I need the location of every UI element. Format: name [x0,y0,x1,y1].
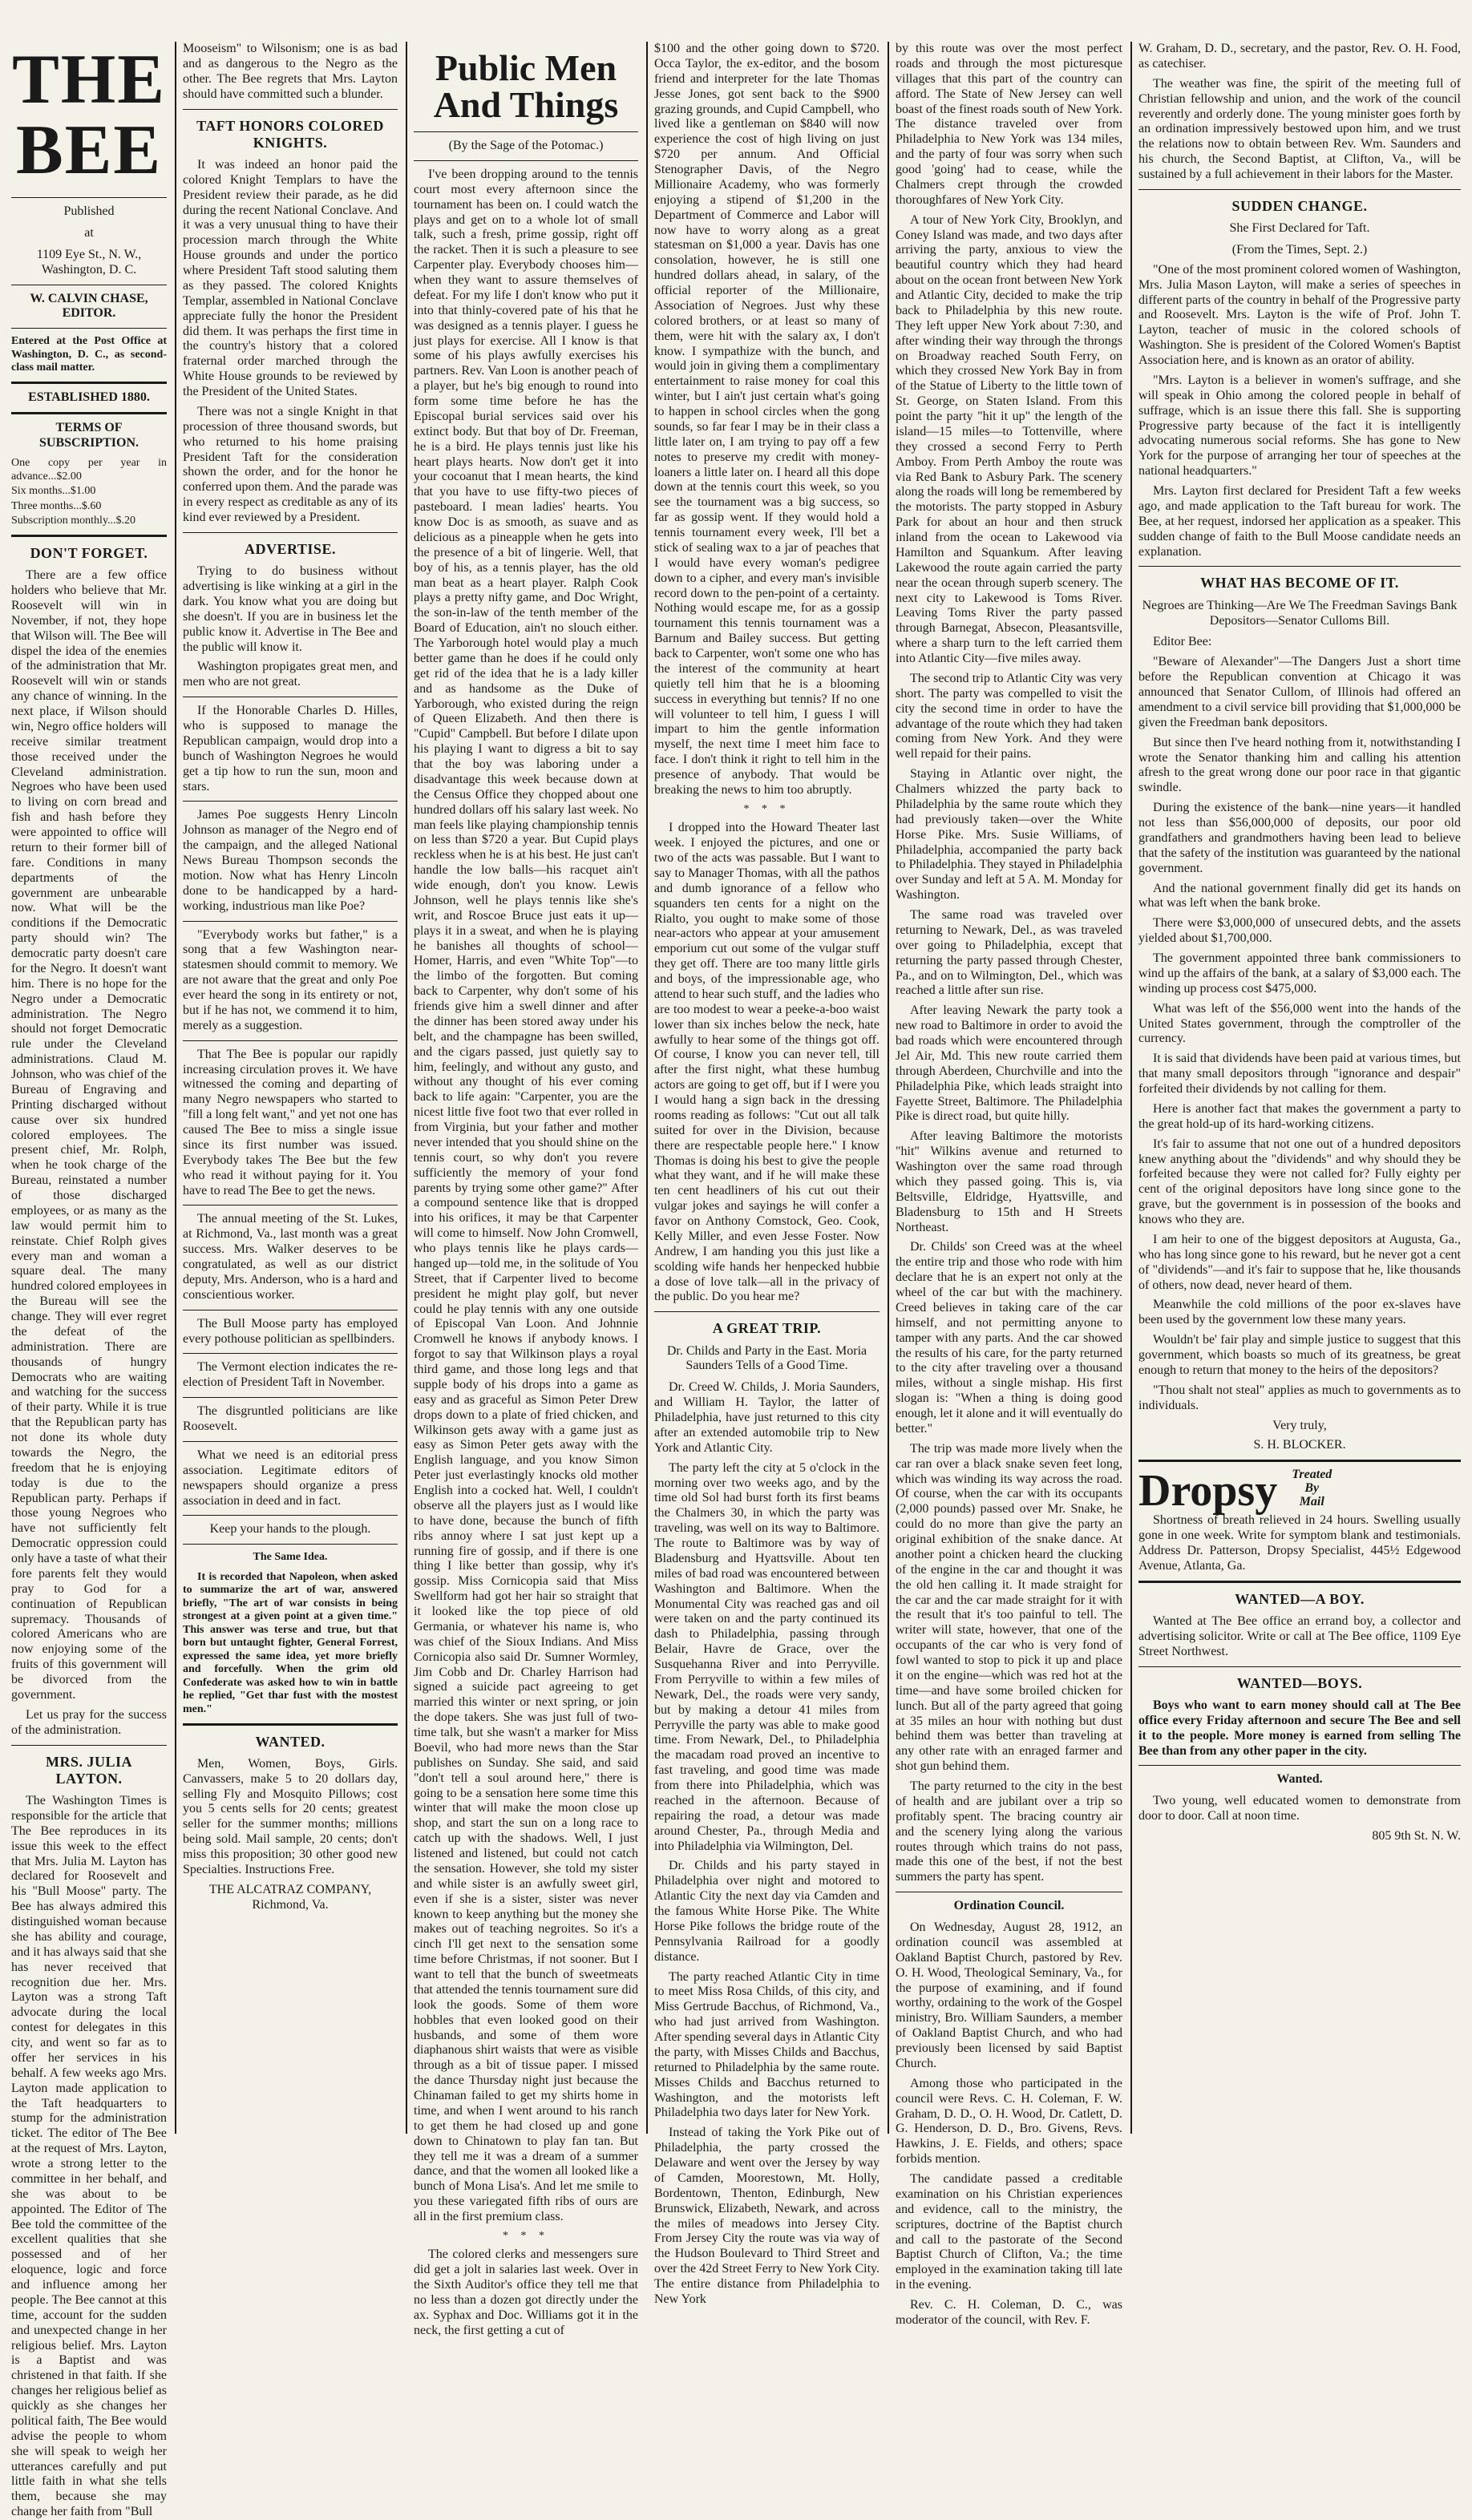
article-paragraph: I am heir to one of the biggest depositors at Augusta, Ga., who has long since gone to his reward, but he never got a cent of "dividends"—and it's fair to suppose that he, like thousands of others, now dead, never heard of them. [1138,1232,1461,1292]
article-paragraph: (From the Times, Sept. 2.) [1231,242,1368,256]
column-6 [1138,42,1461,2134]
signature-closing: Very truly, [1272,1418,1327,1432]
article-paragraph: The candidate passed a creditable examination on his Christian experiences and evidence, call to the ministry, the scriptures, doctrine of the Baptist church and call to the pastorate of the Second Baptist Church of Clifton, Va.; the time employed in the examination taking till late in the evening. [896,2172,1122,2292]
article-paragraph: Keep your hands to the plough. [209,1522,371,1537]
article-paragraph: The annual meeting of the St. Lukes, at Richmond, Va., last month was a great success. Mrs. Walker deserves to be congratulated, as well as our district deputy, Mrs. Anderson, who is a hard and conscientious worker. [183,1212,398,1302]
article-paragraph: "One of the most prominent colored women of Washington, Mrs. Julia Mason Layton, will make a series of speeches in different parts of the country in behalf of the Progressive party and Roosevelt. Mrs. Layton is the wife of Prof. John T. Layton, teacher of music in the colored schools of Washington. She is president of the Colored Women's Baptist Association here, and is known as an orator of ability. [1138,262,1461,368]
article-paragraph: The weather was fine, the spirit of the meeting full of Christian fellowship and union, and the work of the council reverently and orderly done. The young minister goes forth by an ordination impressively bestowed upon him, and we trust the relations now to obtain between Rev. Wm. Saunders and his church, the Second Baptist, at Clifton, Va., will be sustained by a full achievement in their labors for the Master. [1138,76,1461,181]
ad-text: Two young, well educated women to demonstrate from door to door. Call at noon time. [1138,1794,1461,1823]
article-paragraph: There are a few office holders who believe that Mr. Roosevelt will win in November, if not, they hope that Wilson will. The Bee will dispel the idea of the enemies of the administration that Mr. Roosevelt will win or stands any chance of winning. In the next place, if Wilson should win, Negro office holders will receive similar treatment those received under the Cleveland administration. Negroes who have been used to living on corn bread and fish and hash before they were appointed to office will return to their former bill of fare. Conditions in many departments of the government are unbearable now. What will be the conditions if the Democratic party should win? The democratic party doesn't care for the Negro. It doesn't want him. There is no hope for the Negro under a Democratic administration. The Negro should not forget Democratic rule under the Cleveland administrations. Claud M. Johnson, who was chief of the Bureau of Engraving and Printing discharged without cause over six hundred colored employees. The present chief, Mr. Rolph, when he took charge of the Bureau, reinstated a number of those discharged employees, or as many as the law would permit him to reinstate. Chief Rolph gives every man and woman a square deal. The many hundred colored employees in the Bureau will see the change. They will ever regret the defeat of the administration. There are thousands of hungry Democrats who are waiting and watching for the success of their party. While it is true that the Republican party has not done its whole duty towards the Negro, the freedom that he is enjoying today is due to the Republican party. Perhaps if those young Negroes who have not sufficiently felt Democratic oppression could only have a taste of what their fore parents felt they would pray to God for a continuation of Republican supremacy. Thousands of colored Americans who are now enjoying some of the fruits of this government will be divorced from the government. [11,568,167,1702]
article-paragraph: And the national government finally did get its hands on what was left when the bank broke. [1138,881,1461,911]
article-headline: The Same Idea. [253,1551,328,1564]
article-paragraph: There was not a single Knight in that procession of three thousand swords, but who returned to his home praising President Taft for the consideration shown the order, and for the honor he conferred upon them. And the parade was in every respect as creditable as any of its kind ever reviewed by a President. [183,404,398,525]
article-paragraph: The party reached Atlantic City in time to meet Miss Rosa Childs, of this city, and Miss Gertrude Bacchus, of Richmond, Va., who had just arrived from Washington. After spending several days in Atlantic City the party, with Misses Childs and Bacchus, returned to Philadelphia by the same route. Misses Childs and Bacchus returned to Washington, and the motorists left Philadelphia two days later for New York. [654,1969,880,2120]
ad-side-label [1292,1468,1332,1508]
article-paragraph: Mrs. Layton first declared for President Taft a few weeks ago, and made application to the Taft bureau for work. The Bee, at her request, indorsed her application as a speaker. This sudden change of faith to the Bull Moose candidate needs an explanation. [1138,484,1461,559]
article-paragraph: The party left the city at 5 o'clock in the morning over two weeks ago, and by the time old Sol had burst forth its first beams the Chalmers 30, in which the party was traveling, was well on its way to Baltimore. The route to Baltimore was by way of Bladensburg and Hyattsville. About ten miles of bad road was encountered between Washington and Baltimore. When the Monumental City was reached gas and oil were taken on and the party continued its dash to Philadelphia, passing through Belair, Havre de Grace, over the Susquehanna River and into Perryville. From Perryville to within a few miles of Newark, Del., the roads were very sandy, but by making a detour 41 miles from Perryville the party was able to make good time. From Newark, Del., to Philadelphia the macadam road proved an incentive to fast traveling, and good time was made from there into Philadelphia, which was reached in the afternoon. Because of repairing the road, a detour was made around Chester, Pa., through Media and into Philadelphia via Wilmington, Del. [654,1460,880,1853]
article-headline: DON'T FORGET. [30,545,148,561]
article-paragraph: "Mrs. Layton is a believer in women's suffrage, and she will speak in Ohio among the colored people in behalf of suffrage, which is an issue there this fall. She is supporting Progressive party because of the fact it is intelligently advocating numerous social reforms. She has gone to New York for the purpose of arranging her tour of speeches at the national headquarters." [1138,373,1461,479]
separator-stars: * * * [503,2229,549,2242]
published-label: Published [63,204,115,218]
article-subhead: Negroes are Thinking—Are We The Freedman Savings Bank Depositors—Senator Culloms Bill. [1142,598,1458,628]
entered-notice: Entered at the Post Office at Washington, D. C., as second-class mail matter. [11,335,167,374]
ad-headline: WANTED—BOYS. [1236,1674,1363,1691]
article-paragraph: A tour of New York City, Brooklyn, and Coney Island was made, and two days after arriving the party, anxious to view the beautiful country which they had heard about on the ocean front between New York and Atlantic City, decided to make the trip back to Philadelphia by this new route. They left upper New York about 7:30, and after winding their way through the throngs on Broadway reached South Ferry, on which they crossed New York Bay in from of the Statue of Liberty to the little town of St. George, on Staten Island. From this point the party "hit it up" the length of the island—15 miles—to Tottenville, where they crossed a second Ferry to Perth Amboy. From Perth Amboy the route was via Red Bank to Asbury Park. The scenery along the roads will long be remembered by the motorists. The party stopped in Asbury Park for about an hour and then struck inland from the ocean to Lakewood via Hamilton and Squankum. After leaving Lakewood the route again carried the party near the ocean through superb scenery. The next city to Lakewood is Toms River. Leaving Toms River the party passed through Barnegat, Absecon, Pleasantsville, where a sharp turn to the left carried them into Atlantic City—five miles away. [896,212,1122,665]
article-paragraph: That The Bee is popular our rapidly increasing circulation proves it. We have witnessed the coming and departing of many Negro newspapers who started to "fill a long felt want," and yet not one has caused The Bee to miss a single issue since its first number was issued. Everybody takes The Bee but the few who read it without paying for it. You have to read The Bee to get the news. [183,1047,398,1197]
article-paragraph: Wouldn't be' fair play and simple justice to suggest that this government, which boasts so much of its greatness, be great enough to return that money to the heirs of the depositors? [1138,1333,1461,1377]
article-paragraph: I've been dropping around to the tennis court most every afternoon since the tournament has been on. I could watch the plays and get on to a whole lot of small talk, such a fresh, prime gossip, right off the racket. Then it is such a pleasure to see Carpenter play. Everybody chooses him—when they want to assure themselves of defeat. For my life I don't know who put it into that thinly-covered pate of his that he was designed as a tennis player. I guess he just plays for exercise. All I know is that some of his plays awfully exercises his partners. Rev. Van Loon is another peach of a player, but he's big enough to round into form some time before he has the Episcopal burial services said over his extinct body. But that boy of Dr. Freeman, he is a bird. He plays tennis just like his heart plays hearts. Now don't get it into your cocoanut that I mean hearts, the kind that you have to use fifty-two pieces of pasteboard. I mean ladies' hearts. You know Doc is as smooth, as suave and as delicious as a pineapple when he gets into the presence of a bit of lingerie. Well, that boy of his, as a tennis player, has the old man beat as a heart player. Ralph Cook plays a pretty nifty game, and Doc Wright, the son-in-law of the tenth member of the Board of Education, ain't no slouch either. The Yarborough hotel would play a much better game than he does if he could only get rid of the idea that he is a lady killer and as handsome as the Duke of Yarborough, who existed during the reign of Queen Elizabeth. And then there is "Cupid" Campbell. But before I dilate upon his playing I want to digress a bit to say that the boy was laboring under a disadvantage this week because down at the Census Office they chopped about one hundred dollars off his salary last week. No man feels like playing championship tennis on less than $720 a year. But Cupid plays reckless when he is at his best. He just can't handle the low balls—his racquet ain't wide enough, don't you know. Lewis Johnson, well he plays tennis like she's writ, and Roscoe Bruce just eats it up—plays it in a sweat, and when he is playing he banishes all thoughts of school—Homer, Harris, and even "White Top"—to the limbo of the forgotten. But coming back to Carpenter, why don't some of his friends give him a swell dinner and after the dinner has been stored away under his belt, and the champagne has been swilled, and the cigars passed, just quietly say to him, feelingly, and without any gusto, and without any thought of his ever coming back to life again: "Carpenter, you are the nicest little five foot two that ever rolled in from Virginia, but your father and mother never intended that you should shine on the tennis court, so why don't you revere sufficiently the memory of your fond parents by trying some other game?" After a compound sentence like that is dropped into his orifices, it may be that Carpenter will come to himself. Now John Cromwell, who plays tennis like he plays cards—hanged up—told me, in the solitude of You Street, that if Carpenter lived to become president he might play golf, but never could he play tennis with any one outside of Episcopal Van Loon. And Johnnie Cromwell he knows if anybody knows. I forgot to say that Wilkinson plays a royal third game, and those long legs and that supple body of his drops into a game as easy and as graceful as Simon Peter Drew drops down to a plate of fried chicken, and Wilkinson gets away with a game just as easy as Simon Peter gets away with the English language, and you know Simon Peter just everlastingly knocks old mother English into a cocked hat. Well, I couldn't observe all the players just as I would like to have done, because the bunch of fifth ribs annoy where I sat just kept up a running fire of gossip, and if there is one thing I like better than gossip, why it's gossip. Miss Cornicopia said that Miss Swellform had got her hair so straight that it looked like the top piece of old Germania, or whatever his name is, who was chief of the Sioux Indians. And Miss Cornicopia also said Dr. Sumner Wormley, Jim Cobb and Dr. Charley Harrison had signed a suicide pact agreeing to get married this winter or next spring, or join the dope takers. She was just full of two-time talk, but she wasn't a marker for Miss Boevil, who had more news than the Star publishes on Sunday. She said, and said "don't tell a soul around here," there is going to be a sensation here some time this winter that will make the moon close up shop, and start the sun on a long race to catch up with the shadows. Well, I just listened and listened, but could not catch the sensation. However, she told my sister and while sister is an awfully sweet girl, even if she is a sister, sister was never known to keep anything but the money she makes out of teaching negroites. So it's a cinch I'll get next to the sensation some time before Christmas, if not sooner. But I want to tell that the bunch of sweetmeats that attended the tennis tournament sure did look the goods. Some of them wore hobbles that even looked good on their husbands, and some of them wore diaphanous shirt waists that were as visible through as a bit of tissue paper. I missed the dance Thursday night just because the Chinaman failed to get my shirts home in time, and when I went around to his ranch to get them he had closed up and gone down to Chinatown to play fan tan. But they tell me it was a dream of a summer dance, and that the women all looked like a bunch of Mona Lisa's. And let me smile to you these variegated fifth ribs of ours are all in the first premium class. [414,167,638,2223]
terms-row: One copy per year in advance...$2.00 [11,457,167,483]
article-paragraph: The trip was made more lively when the car ran over a black snake seven feet long, which was winding its way across the road. Of course, when the car with its occupants (2,000 pounds) passed over Mr. Snake, he could do no more than give the party an original exhibition of the snake dance. At another point a chicken heard the clucking of the engine in the car and thought it was the old hen calling it. It made straight for the car and the car made straight for it with the result that it's too painful to tell. The writer will state, however, that one of the occupants of the car who is very fond of fowl wanted to stop to pick it up and place it on the engine—which was red hot at the time—and have some broiled chicken for lunch. But all of the party agreed that going at 35 miles an hour with nothing but dust behind them was better than traveling at any other rate with an enraged farmer and shot gun behind them. [896,1441,1122,1774]
signature-name: S. H. BLOCKER. [1253,1438,1346,1452]
ad-text: Men, Women, Boys, Girls. Canvassers, make 5 to 20 dollars day, selling Fly and Mosquito Pillows; cost you 5 cents sells for 20 cents; greatest seller for the summer months; millions being sold. Mail sample, 20 cents; don't miss this proposition; 30 other good new Specialties. Instructions Free. [183,1756,398,1876]
article-paragraph: It's fair to assume that not one out of a hundred depositors knew anything about the "dividends" and why should they be forfeited because they were not called for? Fully eighty per cent of the original depositors have long since gone to the grave, but the government is in possession of the books and knows who they are. [1138,1137,1461,1227]
established: ESTABLISHED 1880. [28,390,150,404]
article-subhead: Dr. Childs and Party in the East. Moria Saunders Tells of a Good Time. [666,1343,867,1373]
article-paragraph: Dr. Creed W. Childs, J. Moria Saunders, and William H. Taylor, the latter of Philadelphia, have just returned to this city after an extended automobile trip to New York and Atlantic City. [654,1380,880,1455]
article-paragraph: There were $3,000,000 of unsecured debts, and the assets yielded about $1,700,000. [1138,916,1461,946]
article-paragraph: Mooseism" to Wilsonism; one is as bad and as dangerous to the Negro as the other. The Bee regrets that Mrs. Layton should have committed such a blunder. [183,42,398,101]
article-paragraph: James Poe suggests Henry Lincoln Johnson as manager of the Negro end of the campaign, and the alleged National News Bureau Thompson seconds the motion. Now what has Henry Lincoln done to be handicapped by a hard-working, industrious man like Poe? [183,808,398,913]
article-paragraph: The government appointed three bank commissioners to wind up the affairs of the bank, at a salary of $3,000 each. The winding up process cost $475,000. [1138,951,1461,995]
article-paragraph: What was left of the $56,000 went into the hands of the United States government, through the comptroller of the currency. [1138,1001,1461,1046]
column-1 [11,41,167,2519]
dropsy-ad [1138,1468,1461,1574]
ad-headline: Dropsy [1138,1466,1278,1516]
article-paragraph: Instead of taking the York Pike out of Philadelphia, the party crossed the Delaware and went over the Jersey by way of Camden, Moorestown, Mt. Holly, Bordentown, Thenton, Edinburgh, New Brunswick, Elizabeth, Newark, and across the miles of meadows into Jersey City. From Jersey City the route was via way of the Hudson Boulevard to Third Street and over the 42d Street Ferry to New York City. The entire distance from Philadelphia to New York [654,2126,880,2306]
article-paragraph: The Bull Moose party has employed every pothouse politician as spellbinders. [183,1316,398,1346]
article-paragraph: But since then I've heard nothing from it, notwithstanding I wrote the Senator thanking him and calling his attention afresh to the great wrong done our poor race in that gigantic swindle. [1138,735,1461,795]
editor: W. CALVIN CHASE, EDITOR. [30,291,148,321]
terms-row: Three months...$.60 [11,499,102,512]
article-paragraph: During the existence of the bank—nine years—it handled not less than $56,000,000 of deposits, our poor old grandfathers and grandmothers having been lead to believe that the safety of the institution was guaranteed by the national government. [1138,801,1461,875]
article-paragraph: The Washington Times is responsible for the article that The Bee reproduces in its issue this week to the effect that Mrs. Julia M. Layton has declared for Roosevelt and his "Bull Moose" party. The Bee has always admired this distinguished woman because she has ability and courage, and it has always said that she has never received that recognition due her. Mrs. Layton was a strong Taft advocate during the local contest for delegates in this city, and went so far as to offer her services in his behalf. A few weeks ago Mrs. Layton made application to the Taft headquarters to stump for the administration ticket. The editor of The Bee at the request of Mrs. Layton, wrote a strong letter to the committee in her behalf, and she was about to be appointed. The Editor of The Bee told the committee of the excellent qualities that she possessed and of her eloquence, logic and force and influence among her people. The Bee cannot at this time, account for the sudden and unexpected change in her religious belief. Mrs. Layton is a Baptist and was christened in that faith. If she changes her religious belief as quickly as she changes her political faith, The Bee would advise the people to whom she will speak to weigh her utterances carefully and put little faith in what she tells them, because she may change her faith from "Bull [11,1794,167,2519]
article-paragraph: Here is another fact that makes the government a party to the great hold-up of its hard-working citizens. [1138,1101,1461,1131]
article-paragraph: Dr. Childs and his party stayed in Philadelphia over night and motored to Atlantic City the next day via Camden and the famous White Horse Pike. The White Horse Pike follows the bridge route of the Pennsylvania Railroad for a goodly distance. [654,1859,880,1964]
article-paragraph: What we need is an editorial press association. Legitimate editors of newspapers should organize a press association in deed and in fact. [183,1448,398,1508]
column-rule [888,42,889,2134]
column-2 [183,42,398,2134]
article-paragraph: It is said that dividends have been paid at various times, but that many small depositors through "ignorance and despair" forfeited their dividends by not calling for them. [1138,1052,1461,1096]
section-title: Public Men And Things [433,47,619,125]
article-paragraph: Among those who participated in the council were Revs. C. H. Coleman, F. W. Graham, D. D., O. H. Wood, Dr. Catlett, D. G. Henderson, D. D., Bro. Givens, Revs. Hawkins, J. E. Fields, and others; space forbids mention. [896,2076,1122,2167]
separator-stars: * * * [743,802,791,815]
address: 1109 Eye St., N. W., Washington, D. C. [36,247,142,277]
article-paragraph: It was indeed an honor paid the colored Knight Templars to have the President review their parade, as he did during the recent National Conclave. And it was a very unusual thing to have their procession march through the White House grounds and under the portico where President Taft stood saluting them as they passed. The colored Knights Templar, assembled in National Conclave appreciate fully the honor the President did them. It was perhaps the first time in the country's history that a colored fraternal order marched through the White House grounds to be reviewed by the President of the United States. [183,157,398,399]
article-paragraph: Let us pray for the success of the administration. [11,1707,167,1737]
column-rule [646,42,648,2134]
article-paragraph: Rev. C. H. Coleman, D. C., was moderator of the council, with Rev. F. [896,2298,1122,2327]
ad-headline: WANTED—A BOY. [1235,1590,1365,1607]
article-paragraph: $100 and the other going down to $720. Occa Taylor, the ex-editor, and the bosom friend and interpreter for the late Thomas Jesse Jones, got sent back to the $900 grazing grounds, and Cupid Campbell, who lived like a gentleman on $840 will now experience the cost of high living on just $720 per annum. And Official Stenographer Davis, of the Negro Millionaire Academy, who was formerly enjoying a stipend of $1,200 in the Department of Commerce and Labor will now have to worry along as a great statesman on $1,000 a year. Davis has one consolation, however, he is still one hundred dollars ahead, in salary, of the official reporter of the Millionaire, Association of Negroes. Just why these colored brothers, or at least so many of them, were hit with the salary ax, I don't know. I sympathize with the bunch, and would join in giving them a complimentary entertainment to raise money for coal this winter, but I ain't just certain what's going to happen in school circles when the gong sounds, so far fear I may be in their class a little later on, I am trying to pay off a few notes to preserve my credit with money-loaners a little later on. I heard all this dope down at the tennis court this week, so you see the tournament was a big success, so far as gossip went. If they would hold a tennis tournament every week, I'll bet a stick of sealing wax to a jar of peaches that I would have every woman's pedigree down to a cipher, and every man's invisible record down to the pen-point of a certainty. Nothing would escape me, for as a gossip tournament this tennis tournament was a Barnum and Bailey success. But getting back to Carpenter, won't some one who has the interest of the community at heart quietly tell him that he is a blooming success in everything but tennis? If no one will volunteer to tell him, I guess I will impart to him the gentle information myself, the next time I meet him face to face. I don't think it right to tell him in the presence of anybody. That would be breaking the news to him too abruptly. [654,42,880,797]
ad-headline: Wanted. [1276,1772,1323,1787]
article-paragraph: The colored clerks and messengers sure did get a jolt in salaries last week. Over in the Sixth Auditor's office they tell me that no less than a dozen got directly under the ax. Syphax and Doc. Williams got it in the neck, the first getting a cut of [414,2247,638,2337]
article-paragraph: The party returned to the city in the best of health and are jubilant over a trip so profitably spent. The bracing country air and the scenery lying along the various routes through which trains do not pass, made this one of the best, if not the best summers the party has spent. [896,1779,1122,1884]
article-paragraph: The disgruntled politicians are like Roosevelt. [183,1404,398,1434]
ad-headline: WANTED. [255,1733,326,1750]
published-at: at [84,225,94,240]
article-paragraph: W. Graham, D. D., secretary, and the pastor, Rev. O. H. Food, as catechiser. [1138,42,1461,71]
article-paragraph: Washington propigates great men, and men who are not great. [183,660,398,689]
terms-row: Six months...$1.00 [11,485,96,498]
terms-list [11,457,167,528]
article-paragraph: On Wednesday, August 28, 1912, an ordination council was assembled at Oakland Baptist Church, pastored by Rev. O. H. Wood, Theological Seminary, Va., for the purpose of examining, and if found worthy, ordaining to the work of the Gospel ministry, Bro. William Saunders, a member of Oakland Baptist Church, and who had previously been licensed by said Baptist Church. [896,1920,1122,2070]
column-rule [406,42,407,2134]
article-paragraph: "Thou shalt not steal" applies as much to governments as to individuals. [1138,1383,1461,1412]
article-paragraph: Trying to do business without advertising is like winking at a girl in the dark. You know what you are doing but she doesn't. If you are in business let the public know it. Advertise in The Bee and the public will know it. [183,564,398,654]
article-headline: SUDDEN CHANGE. [1231,197,1368,214]
ad-text: Wanted at The Bee office an errand boy, a collector and advertising solicitor. Write or call at The Bee office, 1109 Eye Street Northwest. [1138,1614,1461,1658]
article-headline: TAFT HONORS COLORED KNIGHTS. [196,117,384,151]
article-headline: WHAT HAS BECOME OF IT. [1200,575,1399,592]
column-5 [896,42,1122,2327]
article-paragraph: Editor Bee: [1153,635,1212,649]
ad-side-line: Treated [1292,1468,1332,1482]
article-paragraph: "Beware of Alexander"—The Dangers Just a short time before the Republican convention at Chicago it was announced that Senator Cullom, of Illinois had offered an amendment to a civil service bill providing that $1,000,000 be given the Freedman bank depositors. [1138,655,1461,729]
ad-company: THE ALCATRAZ COMPANY, Richmond, Va. [208,1882,372,1912]
article-headline: ADVERTISE. [245,540,336,557]
article-paragraph: It is recorded that Napoleon, when asked to summarize the art of war, answered briefly, "The art of war consists in being strongest at a given point at a given time." This answer was terse and true, but that born but untaught fighter, General Forrest, expressed the same idea, yet more briefly and forcefully. When the grim old Confederate was asked how to win in battle he replied, "Get thar fust with the mostest men." [183,1570,398,1715]
column-4 [654,42,880,2306]
column-3 [414,42,638,2337]
article-paragraph: Staying in Atlantic over night, the Chalmers whizzed the party back to Philadelphia by the same route which they had previously taken—over the White Horse Pike. Mrs. Susie Williams, of Philadelphia, accompanied the party back to Philadelphia. They stayed in Philadelphia over Sunday and left at 5 A. M. Monday for Washington. [896,767,1122,903]
ad-text: Shortness of breath relieved in 24 hours. Swelling usually gone in one week. Write for symptom blank and testimonials. Address Dr. Patterson, Dropsy Specialist, 445½ Edgewood Avenue, Atlanta, Ga. [1138,1513,1461,1573]
column-rule [175,42,176,2134]
terms-row: Subscription monthly...$.20 [11,515,136,527]
ad-text: Boys who want to earn money should call at The Bee office every Friday afternoon and secure The Bee and sell it to the people. More money is earned from selling The Bee than from any other paper in the city. [1138,1698,1461,1758]
column-rule [1130,42,1132,2134]
article-paragraph: by this route was over the most perfect roads and through the most picturesque villages that this part of the country can afford. The State of New Jersey can well boast of the finest roads south of New York. The distance traveled over from Philadelphia to New York was 134 miles, and the party of four was sorry when such good 'going' had to cease, while the Chalmers crept through the crowded thoroughfares of New York City. [896,42,1122,207]
masthead-title: THE BEE [12,41,166,189]
terms-title: TERMS OF SUBSCRIPTION. [38,420,140,450]
article-paragraph: After leaving Baltimore the motorists "hit" Wilkins avenue and returned to Washington over the same road through which they passed going. This is, via Beltsville, Eldridge, Hyattsville, and Bladensburg to 15th and H Streets Northeast. [896,1129,1122,1234]
article-subhead: She First Declared for Taft. [1229,221,1370,236]
article-paragraph: I dropped into the Howard Theater last week. I enjoyed the pictures, and one or two of the acts was passable. But I want to say to Manager Thomas, with all the pathos and dumb ignorance of a fellow who squanders ten cents for a night on the Rialto, you ought to make some of those near-actors who appear at your amusement emporium cut out some of the vulgar stuff they get off. There are too many little girls and boys, of the impressionable age, who attend to hear such stuff, and the ladies who are too modest to wear a peeke-a-boo waist lower than six inches below the neck, hate awfully to hear some of the things got off. Of course, I know you can never tell, till after the first night, what these humbug actors are going to get off, but if I were you I would hang a sign back in the dressing rooms reading as follows: "Cut out all talk suited for over in the Division, because there are respectable people here." I know Thomas is doing his best to give the people what they want, and if he will make these ten cent headliners of his cut out their vulgar jokes and sayings he will confer a favor on Anthony Comstock, Geo. Cook, Kelly Miller, and even Jesse Foster. Now Andrew, I am handing you this just like a scolding wife hands her henpecked hubbie a dose of love talk—all in the privacy of the public. Do you hear me? [654,821,880,1304]
byline: (By the Sage of the Potomac.) [448,139,604,152]
article-paragraph: Dr. Childs' son Creed was at the wheel the entire trip and those who rode with him declare that he is an expert not only at the wheel of the car but with the machinery. Creed believes in taking care of the car himself, and not permitting anyone to tamper with any parts. And the car showed the results of his care, for the party returned to the city after traveling over a thousand miles, without a single mishap. His first slogan is: "When a thing is doing good enough, let it alone and it will eventually do better." [896,1240,1122,1436]
article-headline: A GREAT TRIP. [712,1320,822,1337]
article-headline: Ordination Council. [953,1899,1065,1913]
article-paragraph: "Everybody works but father," is a song that a few Washington near-statesmen should commit to memory. We are not aware that the great and only Poe ever heard the song in its entirety or not, but if he has not, we commend it to him, merely as a suggestion. [183,927,398,1032]
article-paragraph: If the Honorable Charles D. Hilles, who is supposed to manage the Republican campaign, would drop into a bunch of Washington Negroes he would get a tip how to run the sun, moon and stars. [183,704,398,794]
article-paragraph: The same road was traveled over returning to Newark, Del., as was traveled over going to Philadelphia, except that returning the party passed through Chester, Pa., and on to Wilmington, Del., which was reached a little after sun rise. [896,908,1122,998]
article-paragraph: Meanwhile the cold millions of the poor ex-slaves have been used by the government low these many years. [1138,1298,1461,1327]
article-paragraph: The second trip to Atlantic City was very short. The party was compelled to visit the city the second time in order to have the advantage of the route which they had taken coming from New York. And they were well repaid for their pains. [896,671,1122,761]
article-paragraph: The Vermont election indicates the re-election of President Taft in November. [183,1360,398,1390]
article-headline: MRS. JULIA LAYTON. [45,1753,132,1787]
ad-side-line: Mail [1299,1494,1324,1508]
ad-address: 805 9th St. N. W. [1372,1829,1461,1844]
ad-side-line: By [1304,1481,1320,1496]
article-paragraph: After leaving Newark the party took a new road to Baltimore in order to avoid the bad roads which were encountered through Jel Air, Md. This new route carried them through Aberdeen, Churchville and into the Philadelphia Pike, which leads straight into Fayette Street, Baltimore. The Philadelphia Pike is direct road, but quite hilly. [896,1004,1122,1124]
